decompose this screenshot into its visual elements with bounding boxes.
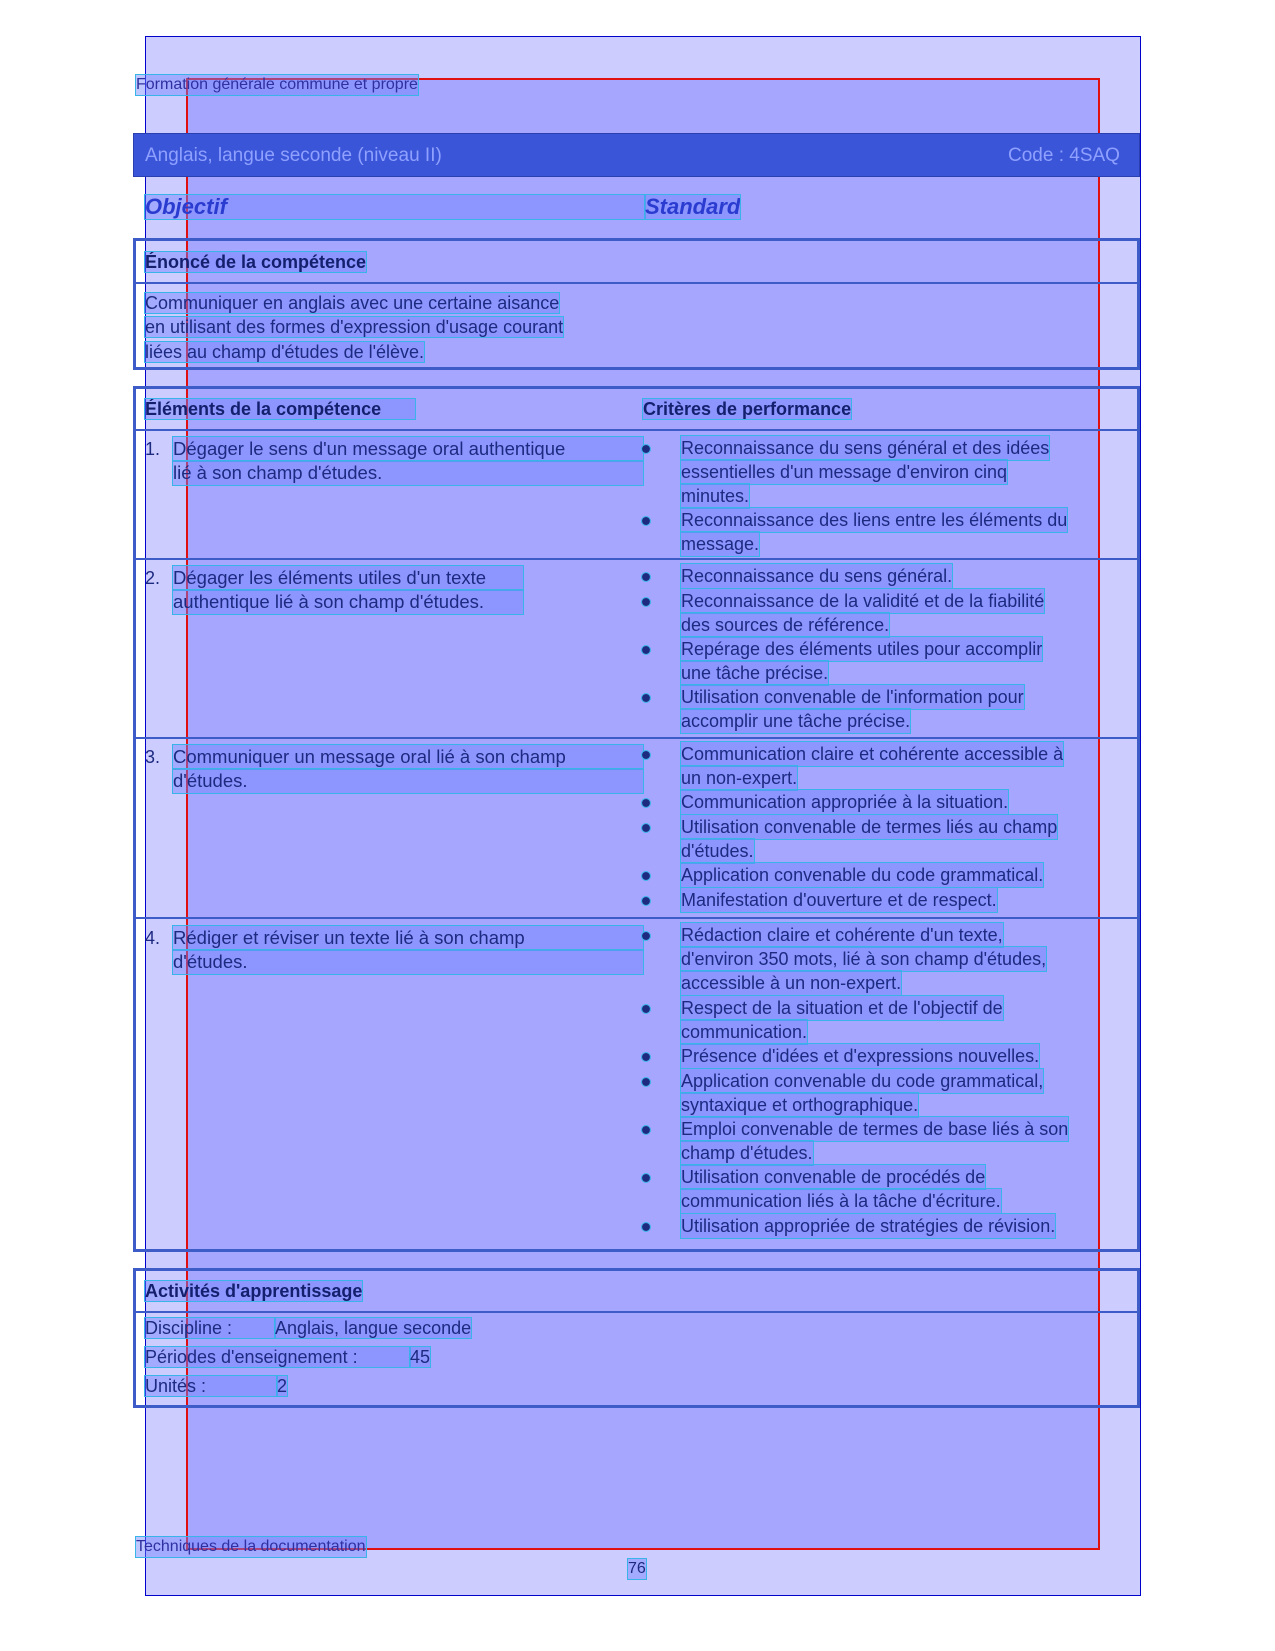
- course-title: Anglais, langue seconde (niveau II): [145, 145, 442, 166]
- criterion: [681, 888, 997, 912]
- criterion-line: Reconnaissance des liens entre les éléments du: [681, 510, 1068, 530]
- enonce-line: en utilisant des formes d'expression d'usage courant: [145, 317, 564, 337]
- criterion-line: une tâche précise.: [681, 663, 829, 683]
- element-line: Dégager les éléments utiles d'un texte: [173, 566, 523, 590]
- criterion-line: Respect de la situation et de l'objectif de: [681, 998, 1003, 1018]
- periodes-label: Périodes d'enseignement :: [145, 1347, 410, 1367]
- running-header: Formation générale commune et propre: [136, 76, 418, 93]
- criterion-line: accessible à un non-expert.: [681, 973, 902, 993]
- criterion-line: Rédaction claire et cohérente d'un texte,: [681, 925, 1003, 945]
- discipline-row: [145, 1318, 471, 1338]
- unites-label: Unités :: [145, 1376, 277, 1396]
- bullet-icon: [642, 646, 650, 654]
- criterion: [681, 564, 952, 588]
- criterion-line: des sources de référence.: [681, 615, 890, 635]
- criterion-line: d'environ 350 mots, lié à son champ d'études,: [681, 949, 1047, 969]
- bullet-icon: [642, 517, 650, 525]
- enonce-line: liées au champ d'études de l'élève.: [145, 342, 425, 362]
- criterion-line: Reconnaissance de la validité et de la fiabilité: [681, 591, 1045, 611]
- criterion-line: communication liés à la tâche d'écriture.: [681, 1191, 1001, 1211]
- elements-divider: [133, 429, 1140, 431]
- criterion: [681, 1117, 1068, 1165]
- periodes-row: [145, 1347, 430, 1367]
- running-footer: Techniques de la documentation: [136, 1538, 366, 1555]
- activites-divider: [133, 1311, 1140, 1313]
- bullet-icon: [642, 1174, 650, 1182]
- criterion-line: Utilisation appropriée de stratégies de révision.: [681, 1216, 1056, 1236]
- criterion: [681, 863, 1043, 887]
- criterion: [681, 685, 1024, 733]
- criterion: [681, 996, 1003, 1044]
- criterion-line: Emploi convenable de termes de base liés à son: [681, 1119, 1069, 1139]
- criterion-line: Reconnaissance du sens général et des idées: [681, 438, 1050, 458]
- discipline-label: Discipline :: [145, 1318, 275, 1338]
- criterion-line: un non-expert.: [681, 768, 798, 788]
- criterion-line: Utilisation convenable de procédés de: [681, 1167, 986, 1187]
- bullet-icon: [642, 799, 650, 807]
- unites-row: [145, 1376, 287, 1396]
- criterion-line: d'études.: [681, 841, 754, 861]
- bullet-icon: [642, 897, 650, 905]
- enonce-line: Communiquer en anglais avec une certaine aisance: [145, 293, 560, 313]
- bullet-icon: [642, 751, 650, 759]
- criterion-line: Présence d'idées et d'expressions nouvelles.: [681, 1046, 1040, 1066]
- criterion: [681, 589, 1044, 637]
- criterion: [681, 436, 1049, 508]
- element-line: authentique lié à son champ d'études.: [173, 590, 523, 614]
- criterion-line: essentielles d'un message d'environ cinq: [681, 462, 1008, 482]
- criterion-line: Communication claire et cohérente accessible à: [681, 744, 1064, 764]
- enonce-divider: [133, 282, 1140, 284]
- criterion-line: Application convenable du code grammatical.: [681, 865, 1044, 885]
- element-line: lié à son champ d'études.: [173, 461, 643, 485]
- criterion-line: Communication appropriée à la situation.: [681, 792, 1009, 812]
- criterion-line: Reconnaissance du sens général.: [681, 566, 953, 586]
- element-line: d'études.: [173, 950, 643, 974]
- criterion: [681, 790, 1008, 814]
- standard-heading: Standard: [645, 194, 741, 219]
- element-text: [173, 745, 643, 793]
- criterion-line: Utilisation convenable de l'information pour: [681, 687, 1024, 707]
- course-code: Code : 4SAQ: [1008, 145, 1120, 166]
- criterion-line: communication.: [681, 1022, 808, 1042]
- element-number: 2.: [145, 568, 161, 588]
- criterion-line: Manifestation d'ouverture et de respect.: [681, 890, 997, 910]
- criterion-line: champ d'études.: [681, 1143, 813, 1163]
- criterion: [681, 1165, 1001, 1213]
- unites-value: 2: [277, 1376, 288, 1396]
- element-line: Rédiger et réviser un texte lié à son champ: [173, 926, 643, 950]
- discipline-value: Anglais, langue seconde: [275, 1318, 472, 1338]
- bullet-icon: [642, 445, 650, 453]
- bullet-icon: [642, 694, 650, 702]
- criterion: [681, 637, 1042, 685]
- criterion-line: Utilisation convenable de termes liés au champ: [681, 817, 1058, 837]
- bullet-icon: [642, 932, 650, 940]
- criterion: [681, 1069, 1043, 1117]
- objectif-heading: Objectif: [145, 195, 645, 219]
- criteria-heading: Critères de performance: [643, 399, 852, 419]
- bullet-icon: [642, 1005, 650, 1013]
- element-number: 1.: [145, 439, 161, 459]
- criterion: [681, 508, 1067, 556]
- bullet-icon: [642, 1223, 650, 1231]
- activites-heading: Activités d'apprentissage: [145, 1281, 363, 1301]
- bullet-icon: [642, 1126, 650, 1134]
- element-text: [173, 437, 643, 485]
- criterion: [681, 923, 1046, 995]
- criterion-line: syntaxique et orthographique.: [681, 1095, 919, 1115]
- page-number: 76: [628, 1560, 646, 1577]
- criterion-line: minutes.: [681, 486, 750, 506]
- bullet-icon: [642, 598, 650, 606]
- criterion: [681, 1214, 1055, 1238]
- criterion: [681, 742, 1063, 790]
- criterion-line: Application convenable du code grammatical,: [681, 1071, 1044, 1091]
- element-line: d'études.: [173, 769, 643, 793]
- row-divider: [133, 917, 1140, 919]
- enonce-heading: Énoncé de la compétence: [145, 252, 367, 272]
- criterion-line: accomplir une tâche précise.: [681, 711, 911, 731]
- criterion: [681, 815, 1057, 863]
- elements-heading: Éléments de la compétence: [145, 399, 415, 419]
- element-line: Communiquer un message oral lié à son champ: [173, 745, 643, 769]
- bullet-icon: [642, 872, 650, 880]
- row-divider: [133, 558, 1140, 560]
- element-number: 3.: [145, 747, 161, 767]
- element-text: [173, 926, 643, 974]
- criterion-line: Repérage des éléments utiles pour accomplir: [681, 639, 1043, 659]
- bullet-icon: [642, 824, 650, 832]
- element-number: 4.: [145, 928, 161, 948]
- bullet-icon: [642, 1053, 650, 1061]
- periodes-value: 45: [410, 1347, 431, 1367]
- criterion: [681, 1044, 1039, 1068]
- element-text: [173, 566, 523, 614]
- bullet-icon: [642, 573, 650, 581]
- criterion-line: message.: [681, 534, 760, 554]
- element-line: Dégager le sens d'un message oral authentique: [173, 437, 643, 461]
- row-divider: [133, 737, 1140, 739]
- bullet-icon: [642, 1078, 650, 1086]
